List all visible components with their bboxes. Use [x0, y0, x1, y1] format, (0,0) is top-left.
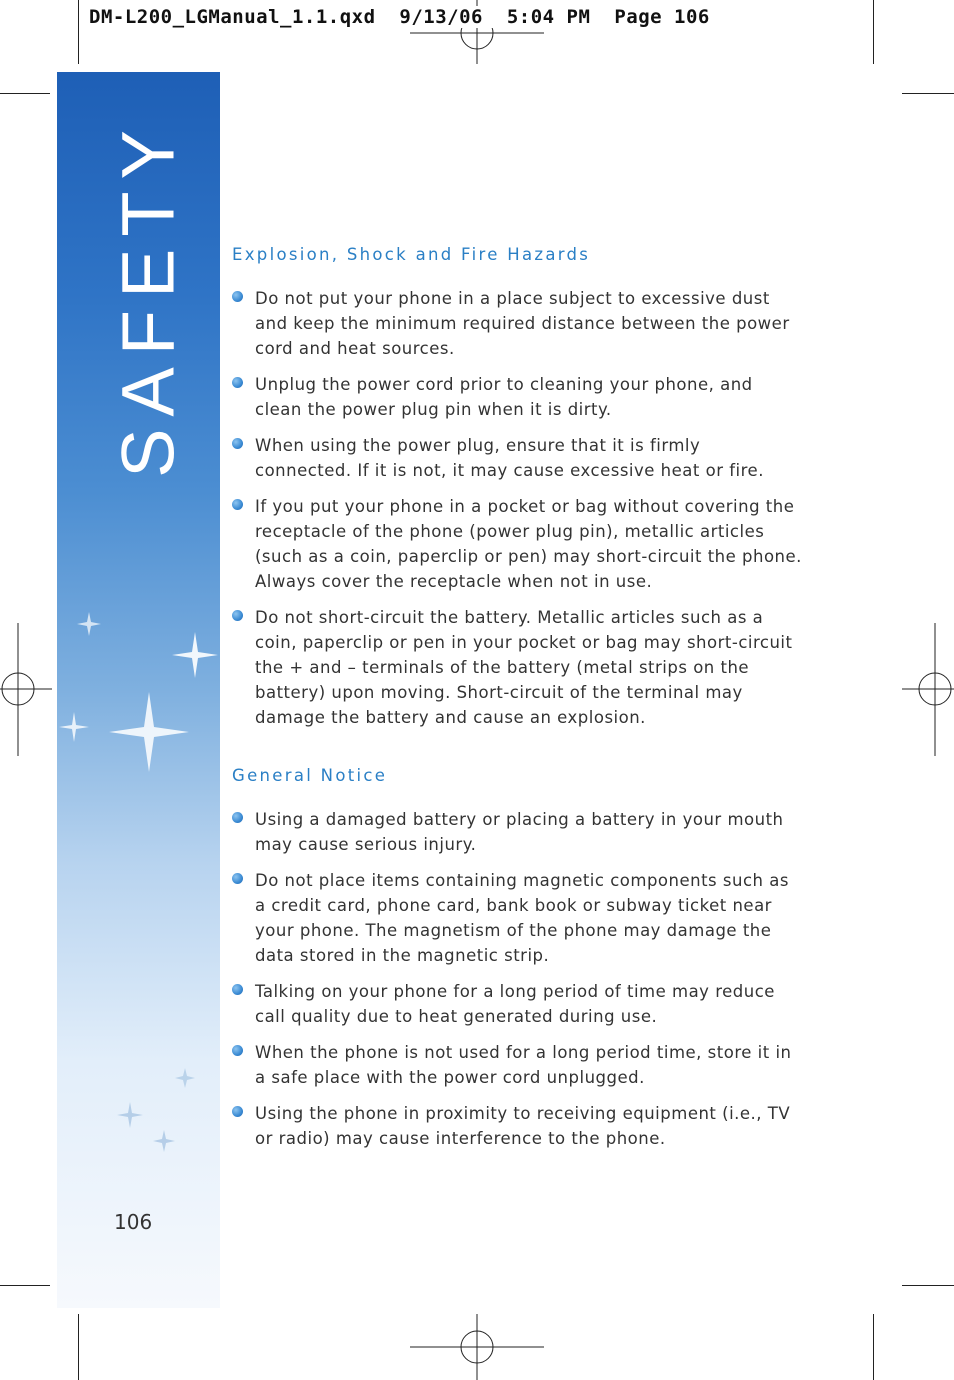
bullet-icon — [232, 1045, 243, 1056]
bullet-icon — [232, 873, 243, 884]
bullet-icon — [232, 984, 243, 995]
sparkle-icon — [77, 612, 101, 636]
list-item-text: Using the phone in proximity to receiving equipment (i.e., TV or radio) may cause interference to the phone. — [255, 1104, 791, 1148]
crop-mark-bottom-right-v — [873, 1314, 874, 1380]
bullet-icon — [232, 610, 243, 621]
list-item — [232, 433, 802, 483]
bullet-icon — [232, 1106, 243, 1117]
list-item — [232, 286, 802, 361]
crop-mark-top-left-v — [78, 0, 79, 64]
crop-mark-bottom-left-h — [0, 1285, 50, 1286]
list-item — [232, 494, 802, 594]
crop-mark-top-right-v — [873, 0, 874, 64]
list-item — [232, 1040, 802, 1090]
bullet-icon — [232, 291, 243, 302]
list-item-text: When the phone is not used for a long period time, store it in a safe place with the power cord unplugged. — [255, 1043, 792, 1087]
bullet-icon — [232, 377, 243, 388]
list-item — [232, 979, 802, 1029]
crop-mark-bottom-right-h — [902, 1285, 954, 1286]
sparkle-icon — [175, 1068, 195, 1088]
list-item-text: Do not short-circuit the battery. Metallic articles such as a coin, paperclip or pen in your pocket or bag may short-circuit the + and – terminals of the battery (metal strips on the battery) upon moving. Short-circuit of the terminal may damage the battery and cause an explosion. — [255, 608, 793, 727]
list-item — [232, 372, 802, 422]
page-number: 106 — [114, 1210, 153, 1234]
sparkle-icon — [172, 632, 218, 678]
crop-mark-bottom-left-v — [78, 1314, 79, 1380]
list-item — [232, 605, 802, 730]
sparkle-icon — [109, 692, 189, 772]
bullet-list — [232, 286, 802, 730]
bullet-list — [232, 807, 802, 1151]
list-item-text: If you put your phone in a pocket or bag without covering the receptacle of the phone (power plug pin), metallic articles (such as a coin, paperclip or pen) may short-circuit the phone. Always cover the receptacle when not in use. — [255, 497, 802, 591]
main-content — [232, 245, 802, 1162]
list-item — [232, 807, 802, 857]
registration-mark-left — [0, 623, 52, 756]
list-item-text: When using the power plug, ensure that it is firmly connected. If it is not, it may cause excessive heat or fire. — [255, 436, 764, 480]
list-item — [232, 1101, 802, 1151]
list-item-text: Do not put your phone in a place subject to excessive dust and keep the minimum required distance between the power cord and heat sources. — [255, 289, 790, 358]
crop-mark-top-right-h — [902, 93, 954, 94]
sparkle-icon — [59, 712, 89, 742]
bullet-icon — [232, 438, 243, 449]
bullet-icon — [232, 499, 243, 510]
sidebar-title: SAFETY — [106, 118, 190, 478]
list-item-text: Talking on your phone for a long period of time may reduce call quality due to heat generated during use. — [255, 982, 775, 1026]
registration-mark-right — [902, 623, 954, 756]
list-item-text: Do not place items containing magnetic components such as a credit card, phone card, bank book or subway ticket near your phone. The magnetism of the phone may damage the data stored in the magnetic strip. — [255, 871, 789, 965]
sparkle-icon — [117, 1102, 143, 1128]
list-item — [232, 868, 802, 968]
list-item-text: Unplug the power cord prior to cleaning your phone, and clean the power plug pin when it is dirty. — [255, 375, 753, 419]
list-item-text: Using a damaged battery or placing a battery in your mouth may cause serious injury. — [255, 810, 784, 854]
section-title: General Notice — [232, 766, 388, 785]
sparkle-icon — [153, 1130, 175, 1152]
bullet-icon — [232, 812, 243, 823]
registration-mark-bottom — [410, 1314, 544, 1380]
section-title: Explosion, Shock and Fire Hazards — [232, 245, 591, 264]
print-slug: DM-L200_LGManual_1.1.qxd 9/13/06 5:04 PM Page 106 — [89, 6, 710, 28]
crop-mark-top-left-h — [0, 93, 50, 94]
